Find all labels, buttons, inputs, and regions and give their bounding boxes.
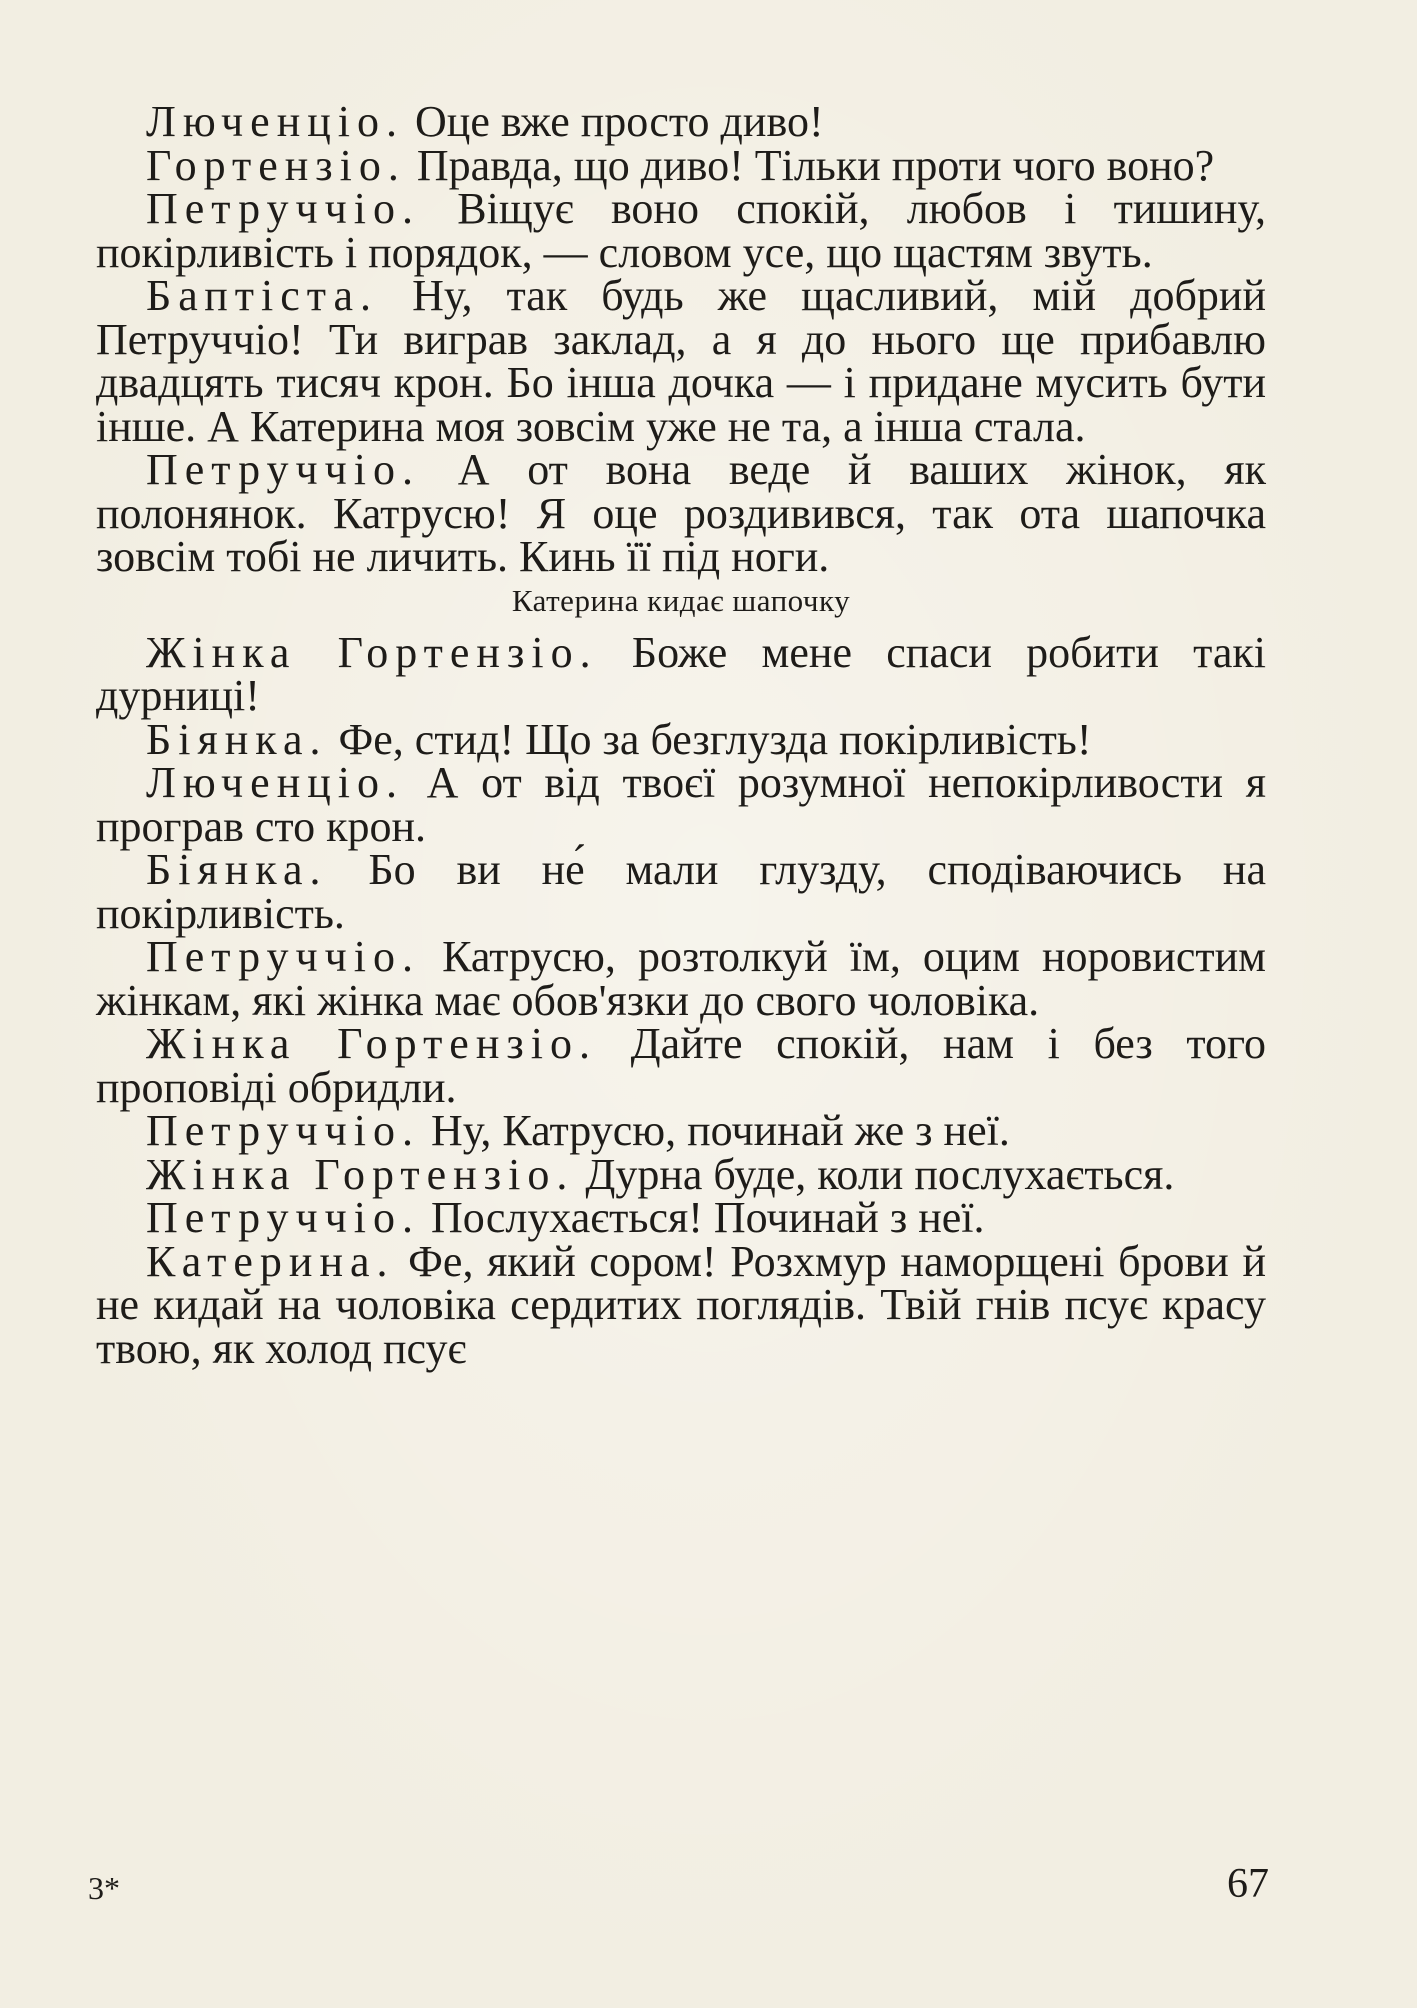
line-text: Фе, стид! Що за безглузда покірливість! <box>327 714 1092 764</box>
line-text: А от вона веде й ваших жінок, як полонянок. Катрусю! Я оце роздивився, так ота шапочка зовсім тобі не личить. Кинь її під ноги. <box>96 445 1266 581</box>
dialogue-line <box>96 445 1266 581</box>
speaker-name: Петруччіо. <box>146 1106 420 1155</box>
speaker-name: Баптіста. <box>146 271 379 320</box>
dialogue-line <box>96 845 1266 938</box>
dialogue-line <box>96 271 1266 451</box>
line-text: Послухається! Починай з неї. <box>419 1193 985 1242</box>
speaker-name: Гортензіо. <box>146 140 406 190</box>
speaker-name: Біянка. <box>146 714 328 764</box>
dialogue-line <box>96 758 1266 851</box>
dialogue-line <box>96 184 1266 277</box>
dialogue-line <box>96 97 1266 146</box>
line-text: Ну, Катрусю, починай же з неї. <box>419 1106 1010 1155</box>
line-text: Дайте спокій, нам і без того проповіді обридли. <box>96 1019 1266 1112</box>
play-text <box>96 97 1266 1373</box>
speaker-name: Люченціо. <box>146 758 405 807</box>
stage-direction: Катерина кидає шапочку <box>511 582 851 618</box>
line-text: Дурна буде, коли послухається. <box>574 1149 1175 1199</box>
dialogue-line <box>96 714 1266 764</box>
dialogue-line <box>96 1106 1266 1155</box>
speaker-name: Петруччіо. <box>146 184 420 233</box>
speaker-name: Катерина. <box>146 1236 395 1286</box>
speaker-name: Петруччіо. <box>146 445 420 494</box>
dialogue-line <box>96 1019 1266 1112</box>
speaker-name: Жінка Гортензіо. <box>146 1019 597 1068</box>
dialogue-line <box>96 932 1266 1025</box>
dialogue-line <box>96 1193 1266 1242</box>
line-text: Ну, так будь же щасливий, мій добрий Петруччіо! Ти виграв заклад, а я до нього ще прибавлю двадцять тисяч крон. Бо інша дочка — і придане мусить бути інше. А Катерина моя зовсім уже не та, а інша стала. <box>96 271 1266 451</box>
dialogue-line <box>96 140 1266 190</box>
page-number: 67 <box>1227 1861 1269 1907</box>
line-text: Фе, який сором! Розхмур наморщені брови й не кидай на чоловіка сердитих поглядів. Твій гнів псує красу твою, як холод псує <box>96 1236 1266 1373</box>
printer-signature-mark: 3* <box>88 1870 120 1906</box>
speaker-name: Жінка Гортензіо. <box>146 627 598 677</box>
dialogue-line <box>96 1149 1266 1199</box>
line-text: Боже мене спаси робити такі дурниці! <box>96 627 1266 720</box>
dialogue-line <box>96 1236 1266 1373</box>
speaker-name: Петруччіо. <box>146 932 420 981</box>
line-text: Бо ви не́ мали глузду, сподіваючись на покірливість. <box>96 845 1266 938</box>
speaker-name: Люченціо. <box>146 97 405 146</box>
line-text: Катрусю, розтолкуй їм, оцим норовистим жінкам, які жінка має обов'язки до свого чоловіка. <box>96 932 1266 1025</box>
line-text: Правда, що диво! Тільки проти чого воно? <box>405 140 1215 190</box>
line-text: А от від твоєї розумної непокірливости я програв сто крон. <box>96 758 1266 851</box>
speaker-name: Жінка Гортензіо. <box>146 1149 575 1199</box>
speaker-name: Біянка. <box>146 845 328 894</box>
dialogue-line <box>96 627 1266 720</box>
line-text: Віщує воно спокій, любов і тишину, покірливість і порядок, — словом усе, що щастям звуть. <box>96 184 1266 277</box>
line-text: Оце вже просто диво! <box>404 97 824 146</box>
speaker-name: Петруччіо. <box>146 1193 420 1242</box>
